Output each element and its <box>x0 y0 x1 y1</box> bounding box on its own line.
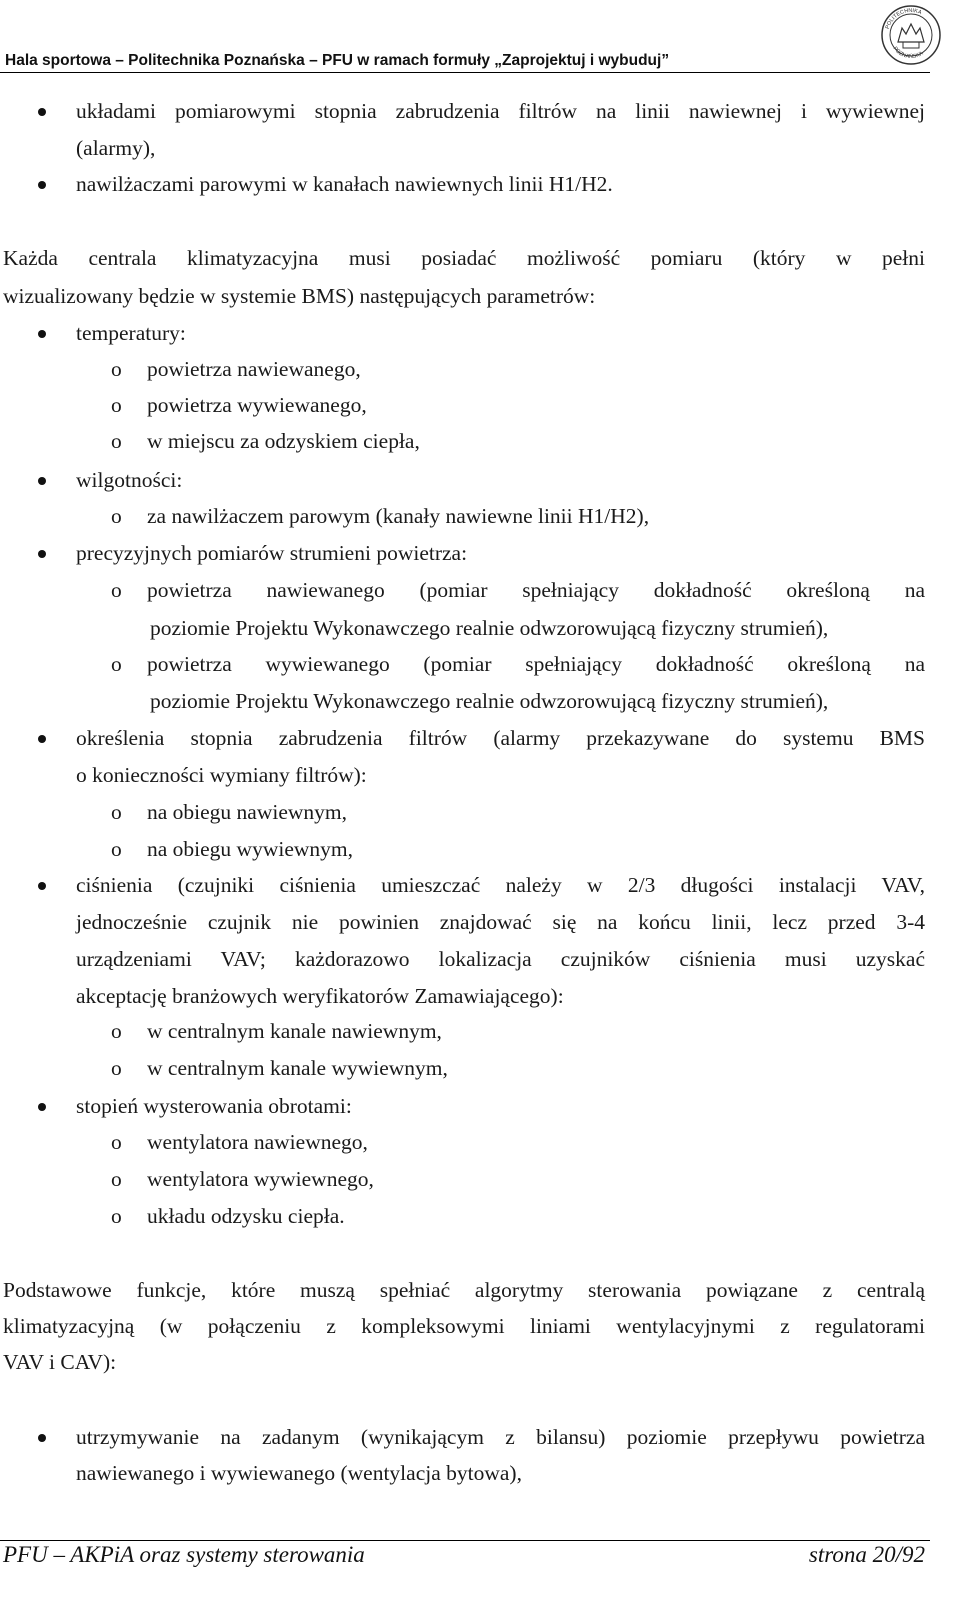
university-seal-logo <box>880 4 942 66</box>
bullet-icon <box>38 1103 46 1111</box>
paragraph-line: klimatyzacyjną (w połączeniu z kompleksowymi liniami wentylacyjnymi z regulatorami <box>3 1314 925 1338</box>
sub-list-item: powietrza nawiewanego, <box>147 357 361 381</box>
sub-list-item: poziomie Projektu Wykonawczego realnie odwzorowującą fizyczny strumień), <box>150 616 829 640</box>
list-item: określenia stopnia zabrudzenia filtrów (alarmy przekazywane do systemu BMS <box>76 726 925 750</box>
sub-list-item: w miejscu za odzyskiem ciepła, <box>147 429 420 453</box>
list-item: układami pomiarowymi stopnia zabrudzenia filtrów na linii nawiewnej i wywiewnej <box>76 99 925 123</box>
paragraph-line: Każda centrala klimatyzacyjna musi posiadać możliwość pomiaru (który w pełni <box>3 246 925 270</box>
bullet-icon <box>38 108 46 116</box>
bullet-icon <box>38 550 46 558</box>
sub-bullet-marker: o <box>111 1056 122 1080</box>
bullet-icon <box>38 882 46 890</box>
sub-list-item: powietrza nawiewanego (pomiar spełniający dokładność określoną na <box>147 578 925 602</box>
bullet-icon <box>38 330 46 338</box>
list-item: o konieczności wymiany filtrów): <box>76 763 367 787</box>
sub-list-item: w centralnym kanale wywiewnym, <box>147 1056 448 1080</box>
list-item: wilgotności: <box>76 468 183 492</box>
sub-list-item: w centralnym kanale nawiewnym, <box>147 1019 442 1043</box>
sub-list-item: układu odzysku ciepła. <box>147 1204 345 1228</box>
sub-list-item: powietrza wywiewanego, <box>147 393 367 417</box>
sub-bullet-marker: o <box>111 357 122 381</box>
sub-bullet-marker: o <box>111 1167 122 1191</box>
header-divider <box>0 72 930 73</box>
footer-document-title: PFU – AKPiA oraz systemy sterowania <box>3 1542 365 1567</box>
sub-list-item: na obiegu wywiewnym, <box>147 837 354 861</box>
sub-bullet-marker: o <box>111 1019 122 1043</box>
footer-page-number: strona 20/92 <box>808 1542 925 1567</box>
paragraph-line: Podstawowe funkcje, które muszą spełniać algorytmy sterowania powiązane z centralą <box>3 1278 925 1302</box>
bullet-icon <box>38 181 46 189</box>
list-item: jednocześnie czujnik nie powinien znajdować się na końcu linii, lecz przed 3-4 <box>76 910 925 934</box>
sub-list-item: poziomie Projektu Wykonawczego realnie odwzorowującą fizyczny strumień), <box>150 689 829 713</box>
list-item: utrzymywanie na zadanym (wynikającym z bilansu) poziomie przepływu powietrza <box>76 1425 925 1449</box>
list-item: urządzeniami VAV; każdorazowo lokalizacja czujników ciśnienia musi uzyskać <box>76 947 925 971</box>
sub-list-item: powietrza wywiewanego (pomiar spełniający dokładność określoną na <box>147 652 925 676</box>
paragraph-line: wizualizowany będzie w systemie BMS) następujących parametrów: <box>3 284 596 308</box>
sub-bullet-marker: o <box>111 1204 122 1228</box>
list-item: (alarmy), <box>76 136 156 160</box>
sub-bullet-marker: o <box>111 504 122 528</box>
sub-bullet-marker: o <box>111 393 122 417</box>
list-item: stopień wysterowania obrotami: <box>76 1094 352 1118</box>
sub-bullet-marker: o <box>111 578 122 602</box>
list-item: ciśnienia (czujniki ciśnienia umieszczać należy w 2/3 długości instalacji VAV, <box>76 873 925 897</box>
header-title: Hala sportowa – Politechnika Poznańska – PFU w ramach formuły „Zaprojektuj i wybuduj” <box>5 52 670 69</box>
svg-text:POLITECHNIKA: POLITECHNIKA <box>884 7 923 30</box>
sub-bullet-marker: o <box>111 837 122 861</box>
sub-list-item: wentylatora wywiewnego, <box>147 1167 374 1191</box>
sub-list-item: na obiegu nawiewnym, <box>147 800 348 824</box>
bullet-icon <box>38 735 46 743</box>
paragraph-line: VAV i CAV): <box>3 1350 117 1374</box>
list-item: nawiewanego i wywiewanego (wentylacja bytowa), <box>76 1461 522 1485</box>
bullet-icon <box>38 1434 46 1442</box>
sub-bullet-marker: o <box>111 1130 122 1154</box>
svg-text:POZNAŃSKA: POZNAŃSKA <box>891 45 925 61</box>
list-item: temperatury: <box>76 321 186 345</box>
sub-bullet-marker: o <box>111 429 122 453</box>
sub-list-item: za nawilżaczem parowym (kanały nawiewne linii H1/H2), <box>147 504 650 528</box>
list-item: precyzyjnych pomiarów strumieni powietrza: <box>76 541 468 565</box>
sub-bullet-marker: o <box>111 652 122 676</box>
sub-bullet-marker: o <box>111 800 122 824</box>
sub-list-item: wentylatora nawiewnego, <box>147 1130 368 1154</box>
list-item: nawilżaczami parowymi w kanałach nawiewnych linii H1/H2. <box>76 172 613 196</box>
list-item: akceptację branżowych weryfikatorów Zamawiającego): <box>76 984 564 1008</box>
bullet-icon <box>38 477 46 485</box>
